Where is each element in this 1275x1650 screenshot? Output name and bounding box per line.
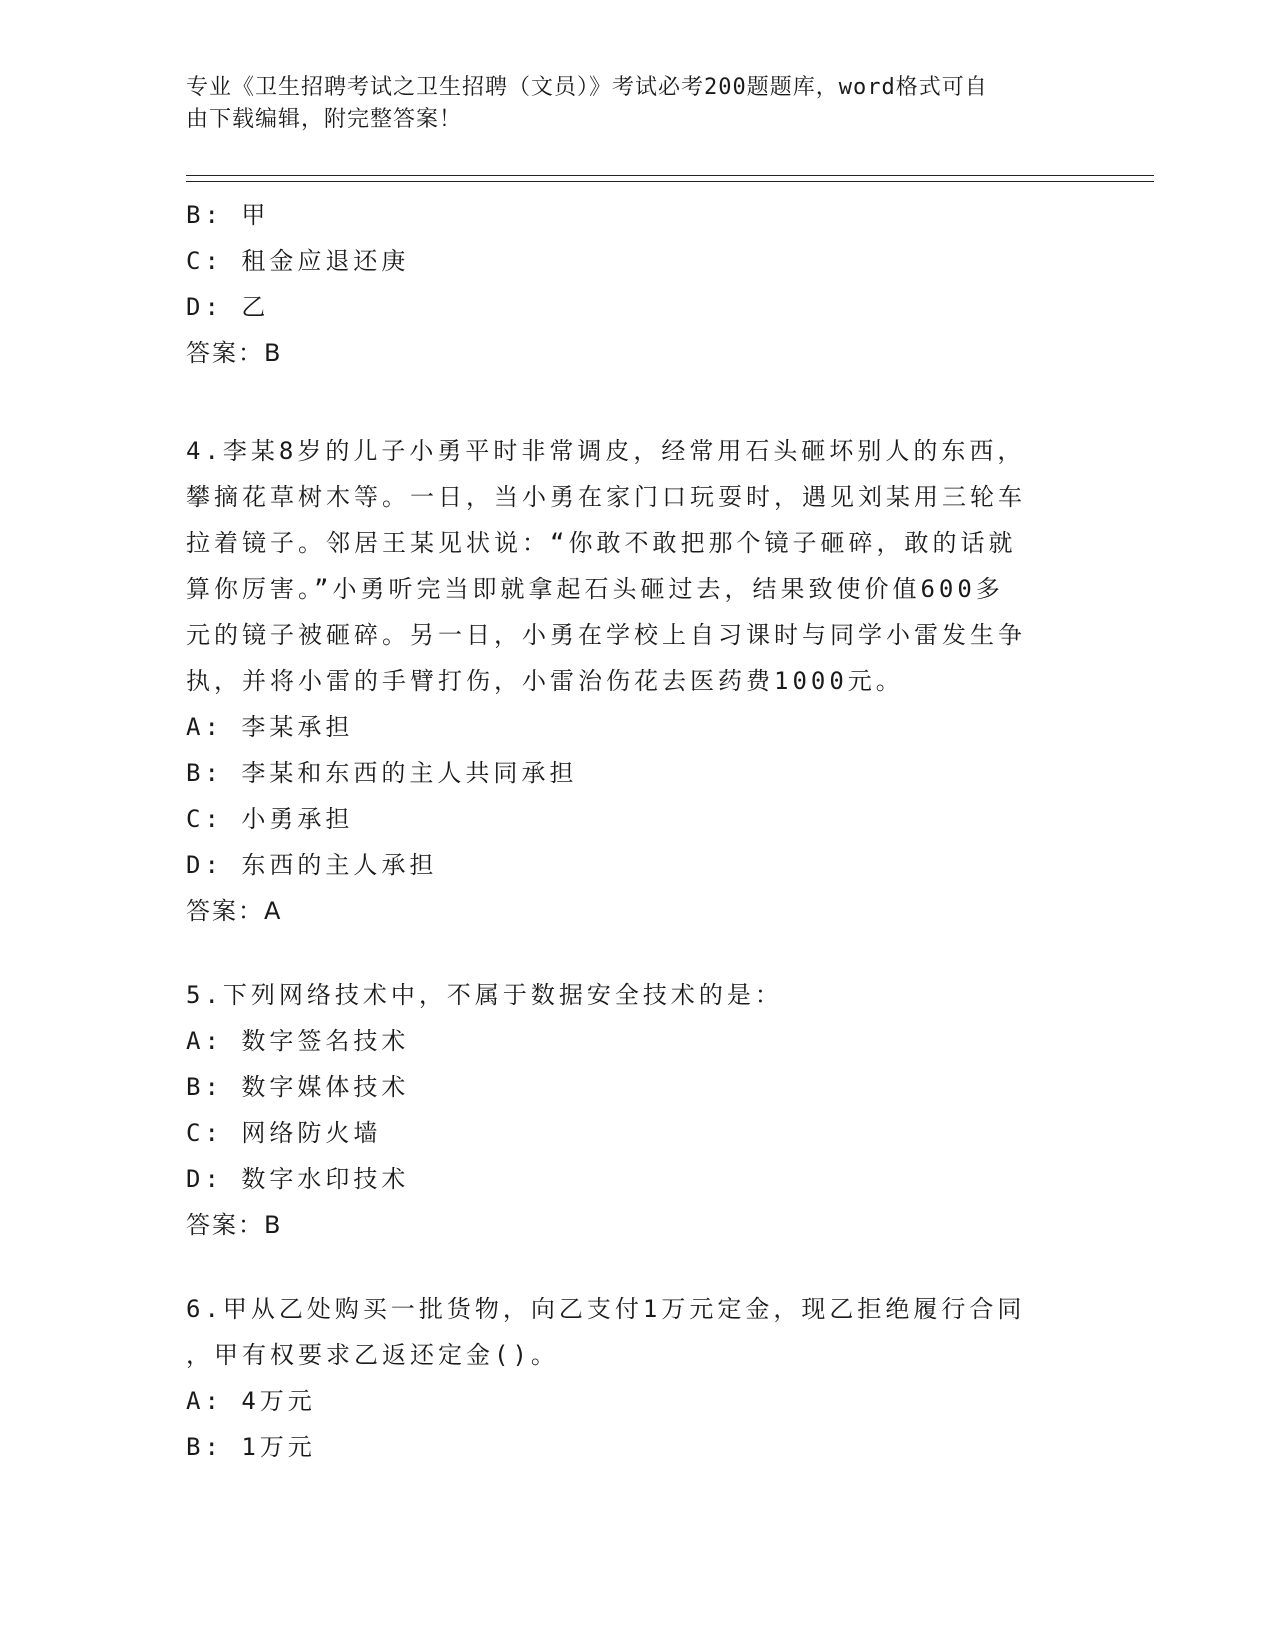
question-list [186, 192, 1086, 1470]
option-b: B: 李某和东西的主人共同承担 [186, 759, 578, 787]
header-divider-bottom [186, 181, 1154, 182]
option-a: A: 数字签名技术 [186, 1027, 410, 1055]
document-header [186, 72, 1066, 136]
option-c: C: 租金应退还庚 [186, 247, 410, 275]
question-text-line: 算你厉害。”小勇听完当即就拿起石头砸过去，结果致使价值600多 [186, 575, 1004, 603]
option-a: A: 4万元 [186, 1387, 316, 1415]
answer-line: 答案：B [186, 339, 283, 367]
question-text-line: 5.下列网络技术中，不属于数据安全技术的是： [186, 981, 783, 1009]
option-d: D: 数字水印技术 [186, 1165, 410, 1193]
option-c: C: 小勇承担 [186, 805, 354, 833]
question-text-line: 拉着镜子。邻居王某见状说：“你敢不敢把那个镜子砸碎，敢的话就 [186, 529, 1017, 557]
question-6 [186, 1286, 1086, 1470]
header-line-1: 专业《卫生招聘考试之卫生招聘（文员）》考试必考200题题库，word格式可自 [186, 75, 988, 100]
question-3 [186, 192, 1086, 376]
question-5 [186, 972, 1086, 1248]
option-b: B: 数字媒体技术 [186, 1073, 410, 1101]
answer-line: 答案：B [186, 1211, 283, 1239]
option-d: D: 乙 [186, 293, 270, 321]
option-c: C: 网络防火墙 [186, 1119, 382, 1147]
option-b: B: 1万元 [186, 1433, 316, 1461]
option-b: B: 甲 [186, 201, 270, 229]
question-4 [186, 428, 1086, 934]
question-text-line: 攀摘花草树木等。一日，当小勇在家门口玩耍时，遇见刘某用三轮车 [186, 483, 1026, 511]
question-text-line: 6.甲从乙处购买一批货物，向乙支付1万元定金，现乙拒绝履行合同 [186, 1295, 1026, 1323]
answer-line: 答案：A [186, 897, 283, 925]
header-line-2: 由下载编辑，附完整答案！ [186, 107, 463, 132]
question-text-line: 4.李某8岁的儿子小勇平时非常调皮，经常用石头砸坏别人的东西， [186, 437, 1026, 465]
header-divider-top [186, 175, 1154, 176]
question-text-line: ，甲有权要求乙返还定金()。 [186, 1341, 559, 1369]
option-a: A: 李某承担 [186, 713, 354, 741]
option-d: D: 东西的主人承担 [186, 851, 438, 879]
question-text-line: 元的镜子被砸碎。另一日，小勇在学校上自习课时与同学小雷发生争 [186, 621, 1026, 649]
question-text-line: 执，并将小雷的手臂打伤，小雷治伤花去医药费1000元。 [186, 667, 904, 695]
